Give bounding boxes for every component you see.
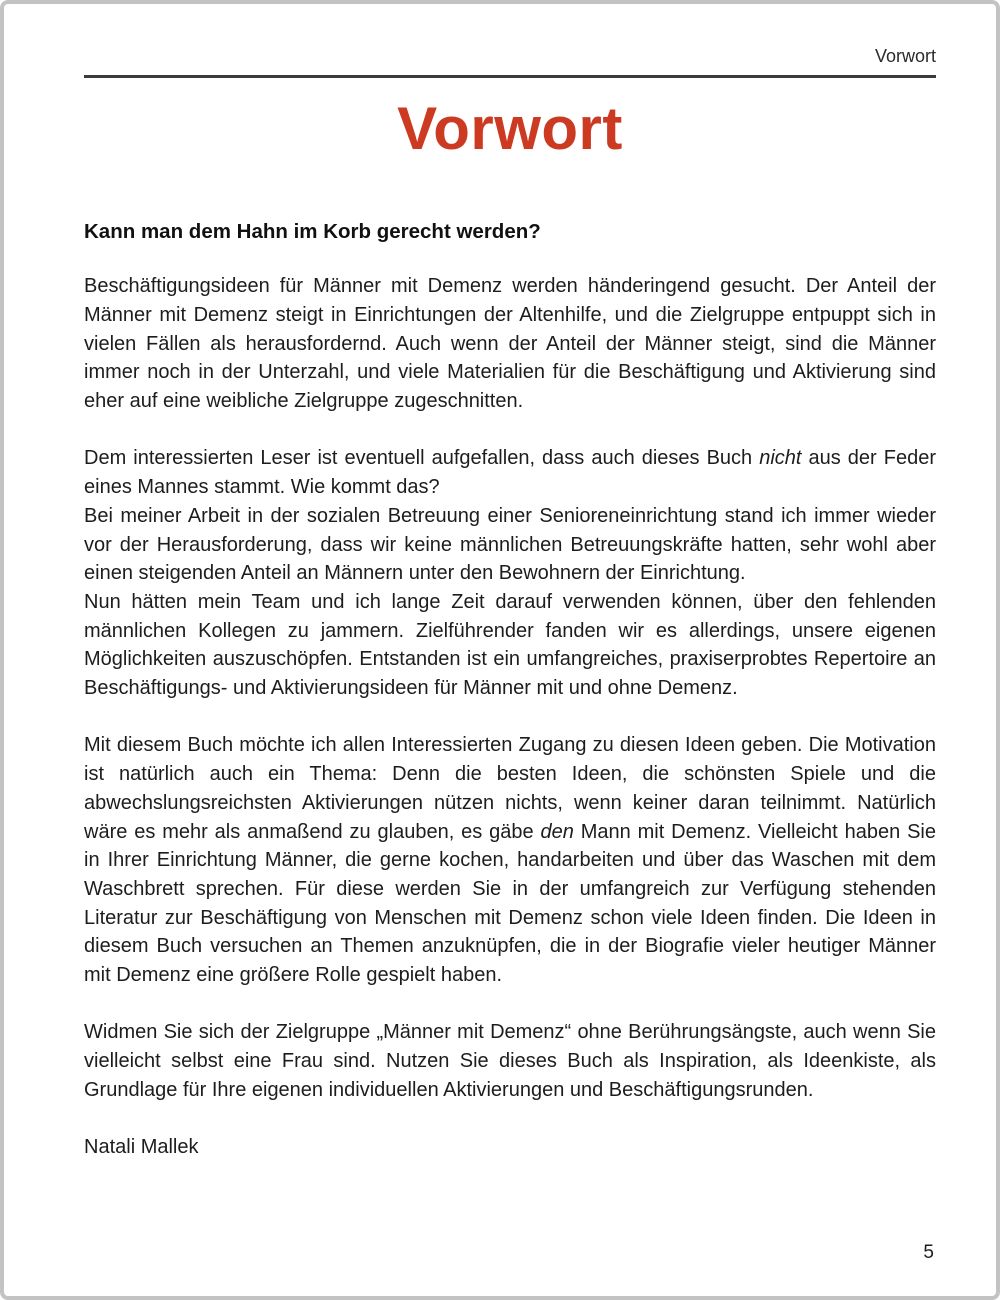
page-title: Vorwort xyxy=(397,94,623,162)
paragraph: Bei meiner Arbeit in der sozialen Betreuung einer Senioreneinrichtung stand ich immer wieder vor der Herausforderung, dass wir keine männlichen Betreuungskräfte hatten, sehr wohl aber einen steigenden Anteil an Männern unter den Bewohnern der Einrichtung. xyxy=(84,504,936,585)
paragraph: Mit diesem Buch möchte ich allen Interessierten Zugang zu diesen Ideen geben. Die Motivation ist natürlich auch ein Thema: Denn die besten Ideen, die schönsten Spiele und die abwechslungsreichsten Aktivierungen nützen nichts, wenn keiner daran teilnimmt. Natürlich wäre es mehr als anmaßend zu glauben, es gäbe den Mann mit Demenz. Vielleicht haben Sie in Ihrer Einrichtung Männer, die gerne kochen, handarbeiten und über das Waschen mit dem Waschbrett sprechen. Für diese werden Sie in der umfangreich zur Verfügung stehenden Literatur zur Beschäftigung von Menschen mit Demenz schon viele Ideen finden. Die Ideen in diesem Buch versuchen an Themen anzuknüpfen, die in der Biografie vieler heutiger Männer mit Demenz eine größere Rolle gespielt haben. xyxy=(84,734,936,987)
header-rule xyxy=(84,75,936,78)
paragraph: Beschäftigungsideen für Männer mit Demenz werden händeringend gesucht. Der Anteil der Männer mit Demenz steigt in Einrichtungen der Altenhilfe, und die Zielgruppe entpuppt sich in vielen Fällen als herausfordernd. Auch wenn der Anteil der Männer steigt, sind die Männer immer noch in der Unterzahl, und viele Materialien für die Beschäftigung und Aktivierung sind eher auf eine weibliche Zielgruppe zugeschnitten. xyxy=(84,275,936,413)
paragraph: Widmen Sie sich der Zielgruppe „Männer mit Demenz“ ohne Berührungsängste, auch wenn Sie vielleicht selbst eine Frau sind. Nutzen Sie dieses Buch als Inspiration, als Ideenkiste, als Grundlage für Ihre eigenen individuellen Aktivierungen und Beschäftigungsrunden. xyxy=(84,1021,936,1101)
section-heading: Kann man dem Hahn im Korb gerecht werden? xyxy=(84,219,541,243)
page-number: 5 xyxy=(923,1242,934,1263)
author-signature: Natali Mallek xyxy=(84,1136,199,1159)
body-text xyxy=(84,272,936,1104)
running-header: Vorwort xyxy=(874,46,936,66)
page-content xyxy=(4,4,996,1162)
paragraph: Nun hätten mein Team und ich lange Zeit darauf verwenden können, über den fehlenden männlichen Kollegen zu jammern. Zielführender fanden wir es allerdings, unsere eigenen Möglichkeiten auszuschöpfen. Entstanden ist ein umfangreiches, praxiserprobtes Repertoire an Beschäftigungs- und Aktivierungsideen für Männer mit und ohne Demenz. xyxy=(84,590,936,700)
paragraph: Dem interessierten Leser ist eventuell aufgefallen, dass auch dieses Buch nicht aus der Feder eines Mannes stammt. Wie kommt das? xyxy=(84,447,936,499)
